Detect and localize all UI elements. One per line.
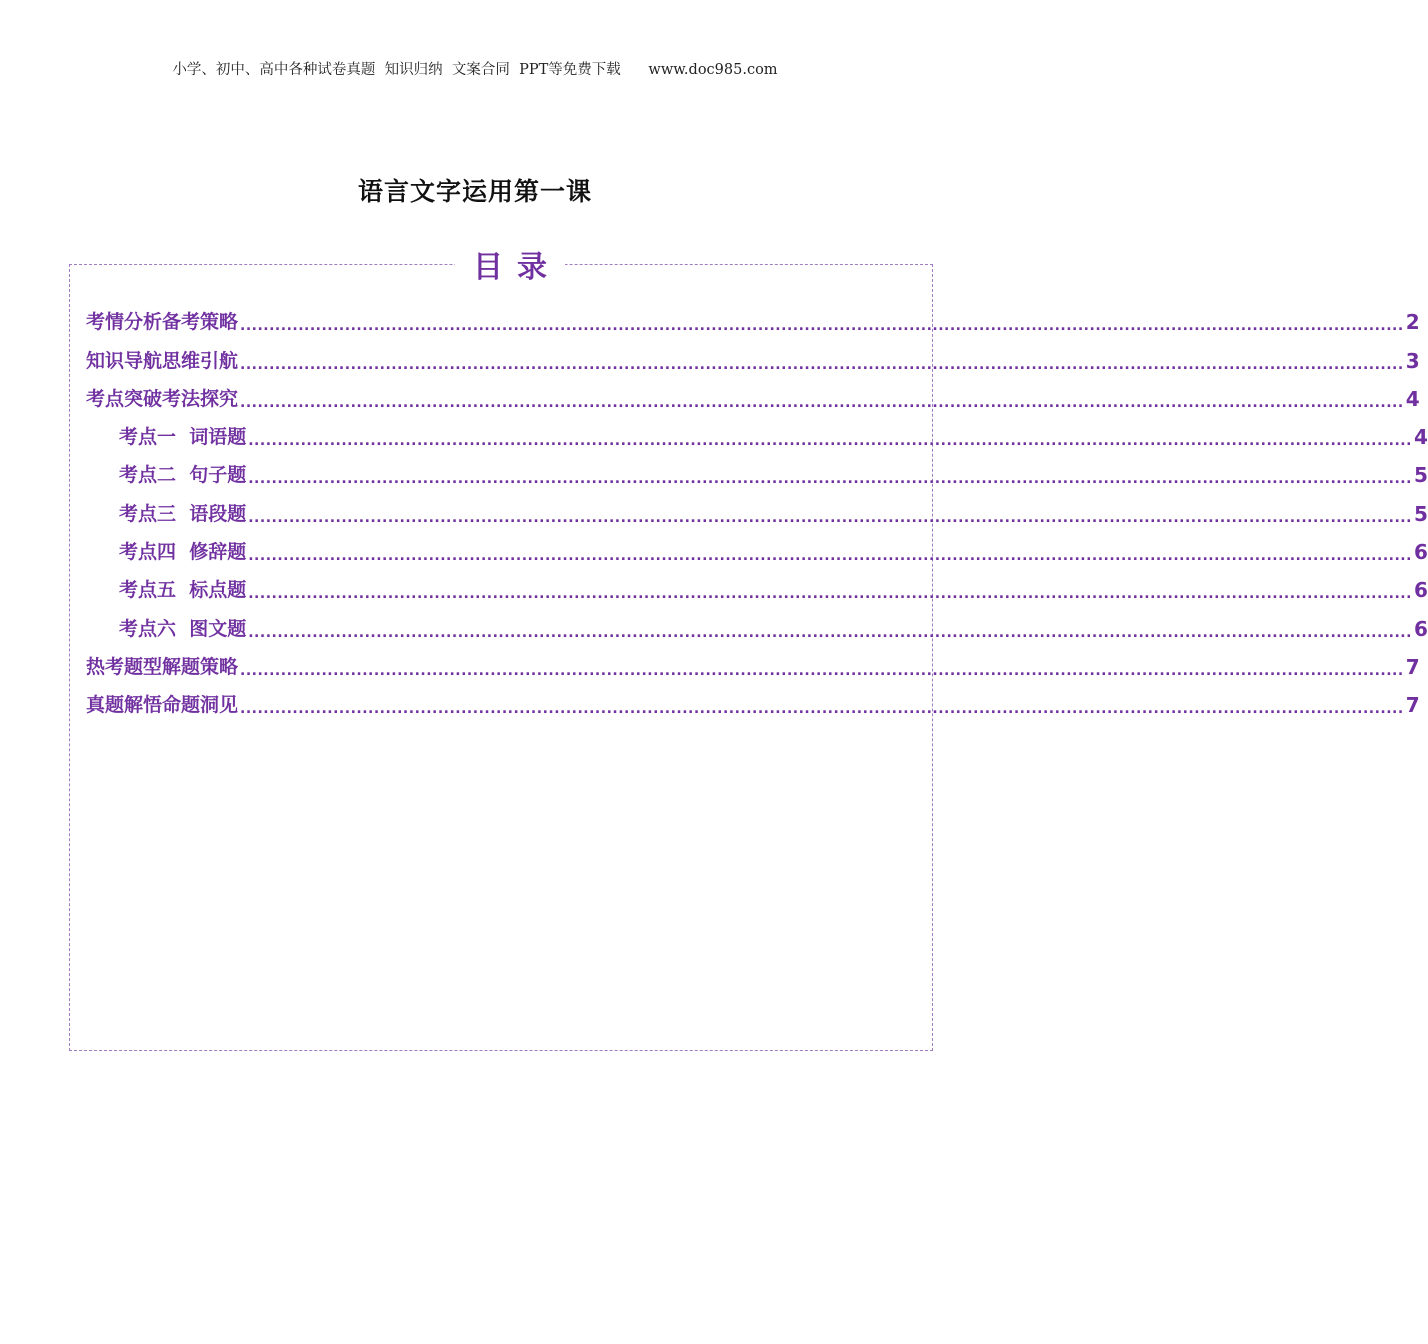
toc-entry-page: 4	[1413, 425, 1428, 450]
toc-subentry[interactable]	[86, 494, 1428, 532]
toc-entry-label: 考点突破考法探究	[86, 387, 239, 410]
toc-entry[interactable]	[86, 686, 1420, 724]
toc-leader-dots: ........................................................................................................................................................................................................	[240, 701, 1404, 718]
toc-entry-page: 6	[1413, 540, 1428, 565]
toc-entry-label: 考点六 图文题	[119, 617, 247, 640]
toc-subentry[interactable]	[86, 456, 1428, 494]
toc-entry-page: 7	[1405, 693, 1420, 718]
toc-entry-page: 6	[1413, 616, 1428, 641]
toc-list	[86, 303, 1428, 724]
toc-entry-label: 热考题型解题策略	[86, 655, 239, 678]
toc-leader-dots: ........................................................................................................................................................................................................	[248, 548, 1412, 565]
toc-leader-dots: ........................................................................................................................................................................................................	[248, 471, 1412, 488]
toc-entry-label: 考点三 语段题	[119, 502, 247, 525]
toc-leader-dots: ........................................................................................................................................................................................................	[248, 433, 1412, 450]
toc-leader-dots: ........................................................................................................................................................................................................	[240, 394, 1404, 411]
toc-entry-page: 7	[1405, 654, 1420, 679]
toc-entry-page: 2	[1405, 310, 1420, 335]
toc-entry-label: 考情分析备考策略	[86, 311, 239, 334]
toc-entry-page: 4	[1405, 386, 1420, 411]
toc-entry-label: 考点四 修辞题	[119, 541, 247, 564]
toc-leader-dots: ........................................................................................................................................................................................................	[248, 586, 1412, 603]
toc-leader-dots: ........................................................................................................................................................................................................	[240, 356, 1404, 373]
toc-entry-page: 6	[1413, 578, 1428, 603]
toc-subentry[interactable]	[86, 418, 1428, 456]
toc-leader-dots: ........................................................................................................................................................................................................	[240, 318, 1404, 335]
toc-entry[interactable]	[86, 303, 1420, 341]
toc-entry-label: 考点一 词语题	[119, 426, 247, 449]
toc-entry[interactable]	[86, 341, 1420, 379]
toc-entry-label: 真题解悟命题洞见	[86, 694, 239, 717]
toc-entry-page: 5	[1413, 463, 1428, 488]
page-header-text: 小学、初中、高中各种试卷真题 知识归纳 文案合同 PPT等免费下载 www.doc985.com	[172, 62, 778, 78]
toc-entry-page: 3	[1405, 348, 1420, 373]
toc-leader-dots: ........................................................................................................................................................................................................	[248, 624, 1412, 641]
toc-subentry[interactable]	[86, 609, 1428, 647]
toc-leader-dots: ........................................................................................................................................................................................................	[248, 509, 1412, 526]
toc-leader-dots: ........................................................................................................................................................................................................	[240, 662, 1404, 679]
document-title: 语言文字运用第一课	[357, 177, 592, 206]
toc-entry-page: 5	[1413, 501, 1428, 526]
toc-entry-label: 考点五 标点题	[119, 579, 247, 602]
toc-entry-label: 考点二 句子题	[119, 464, 247, 487]
toc-entry[interactable]	[86, 648, 1420, 686]
toc-subentry[interactable]	[86, 533, 1428, 571]
toc-subentry[interactable]	[86, 571, 1428, 609]
toc-heading: 目录	[455, 246, 565, 290]
toc-entry[interactable]	[86, 380, 1420, 418]
toc-entry-label: 知识导航思维引航	[86, 349, 239, 372]
